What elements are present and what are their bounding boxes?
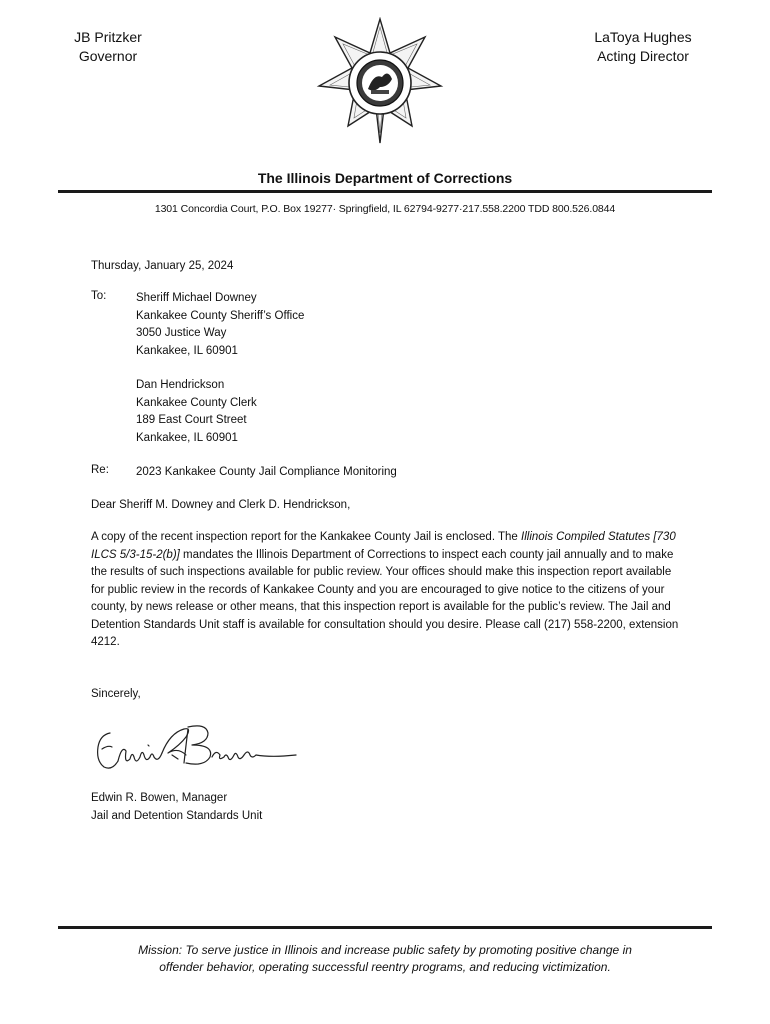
- body-rest: mandates the Illinois Department of Corrections to inspect each county jail annually and to make the results of such inspections available for public review. Your offices should make this inspection report available for public review in the records of Kankakee County and you are encouraged to give notice to the citizens of your county, by news release or other means, that this inspection report is available for the public’s review. The Jail and Detention Standards Unit staff is available for consultation should you desire. Please call (217) 558-2200, extension 4212.: [91, 548, 679, 648]
- body-intro: A copy of the recent inspection report for the Kankakee County Jail is enclosed. The: [91, 531, 522, 543]
- letter-date: Thursday, January 25, 2024: [91, 260, 234, 272]
- recipient-line: 189 East Court Street: [136, 414, 247, 426]
- recipient-line: Kankakee, IL 60901: [136, 344, 238, 357]
- department-address: 1301 Concordia Court, P.O. Box 19277· Springfield, IL 62794-9277·217.558.2200 TDD 800.526.0844: [154, 203, 616, 215]
- director-name: LaToya Hughes: [594, 29, 692, 45]
- header-divider: [58, 190, 712, 193]
- signature-image: [88, 715, 303, 780]
- closing: Sincerely,: [91, 688, 141, 700]
- governor-title: Governor: [78, 48, 138, 64]
- mission-line: offender behavior, operating successful reentry programs, and reducing victimization.: [159, 960, 611, 974]
- recipient-line: Kankakee County Clerk: [136, 396, 257, 409]
- governor-name: JB Pritzker: [74, 29, 142, 45]
- recipient-line: Dan Hendrickson: [136, 379, 225, 391]
- mission-line: Mission: To serve justice in Illinois and increase public safety by promoting positive change in: [138, 943, 632, 957]
- footer-divider: [58, 926, 712, 929]
- signer-name: Edwin R. Bowen, Manager: [91, 792, 228, 804]
- salutation: Dear Sheriff M. Downey and Clerk D. Hendrickson,: [91, 499, 351, 511]
- letter-body-paragraph: [91, 529, 681, 652]
- idoc-star-seal-icon: [316, 17, 444, 145]
- governor-block: [62, 28, 154, 66]
- recipient-line: 3050 Justice Way: [136, 327, 227, 339]
- recipient-line: Kankakee County Sheriff’s Office: [136, 309, 305, 322]
- signer-block: [91, 790, 262, 825]
- re-subject: 2023 Kankakee County Jail Compliance Monitoring: [136, 466, 397, 478]
- department-title: The Illinois Department of Corrections: [257, 170, 513, 186]
- recipient-sheriff: [136, 290, 304, 360]
- signer-unit: Jail and Detention Standards Unit: [91, 809, 263, 822]
- re-label: Re:: [91, 464, 109, 476]
- director-block: [582, 28, 704, 66]
- to-label: To:: [91, 290, 107, 302]
- director-title: Acting Director: [597, 48, 689, 64]
- mission-statement: [0, 942, 770, 976]
- recipient-line: Kankakee, IL 60901: [136, 431, 238, 444]
- statute-citation: Illinois Compiled Statutes [730 ILCS 5/3-15-2(b)]: [91, 531, 676, 561]
- recipient-line: Sheriff Michael Downey: [136, 292, 257, 304]
- recipient-clerk: [136, 377, 257, 447]
